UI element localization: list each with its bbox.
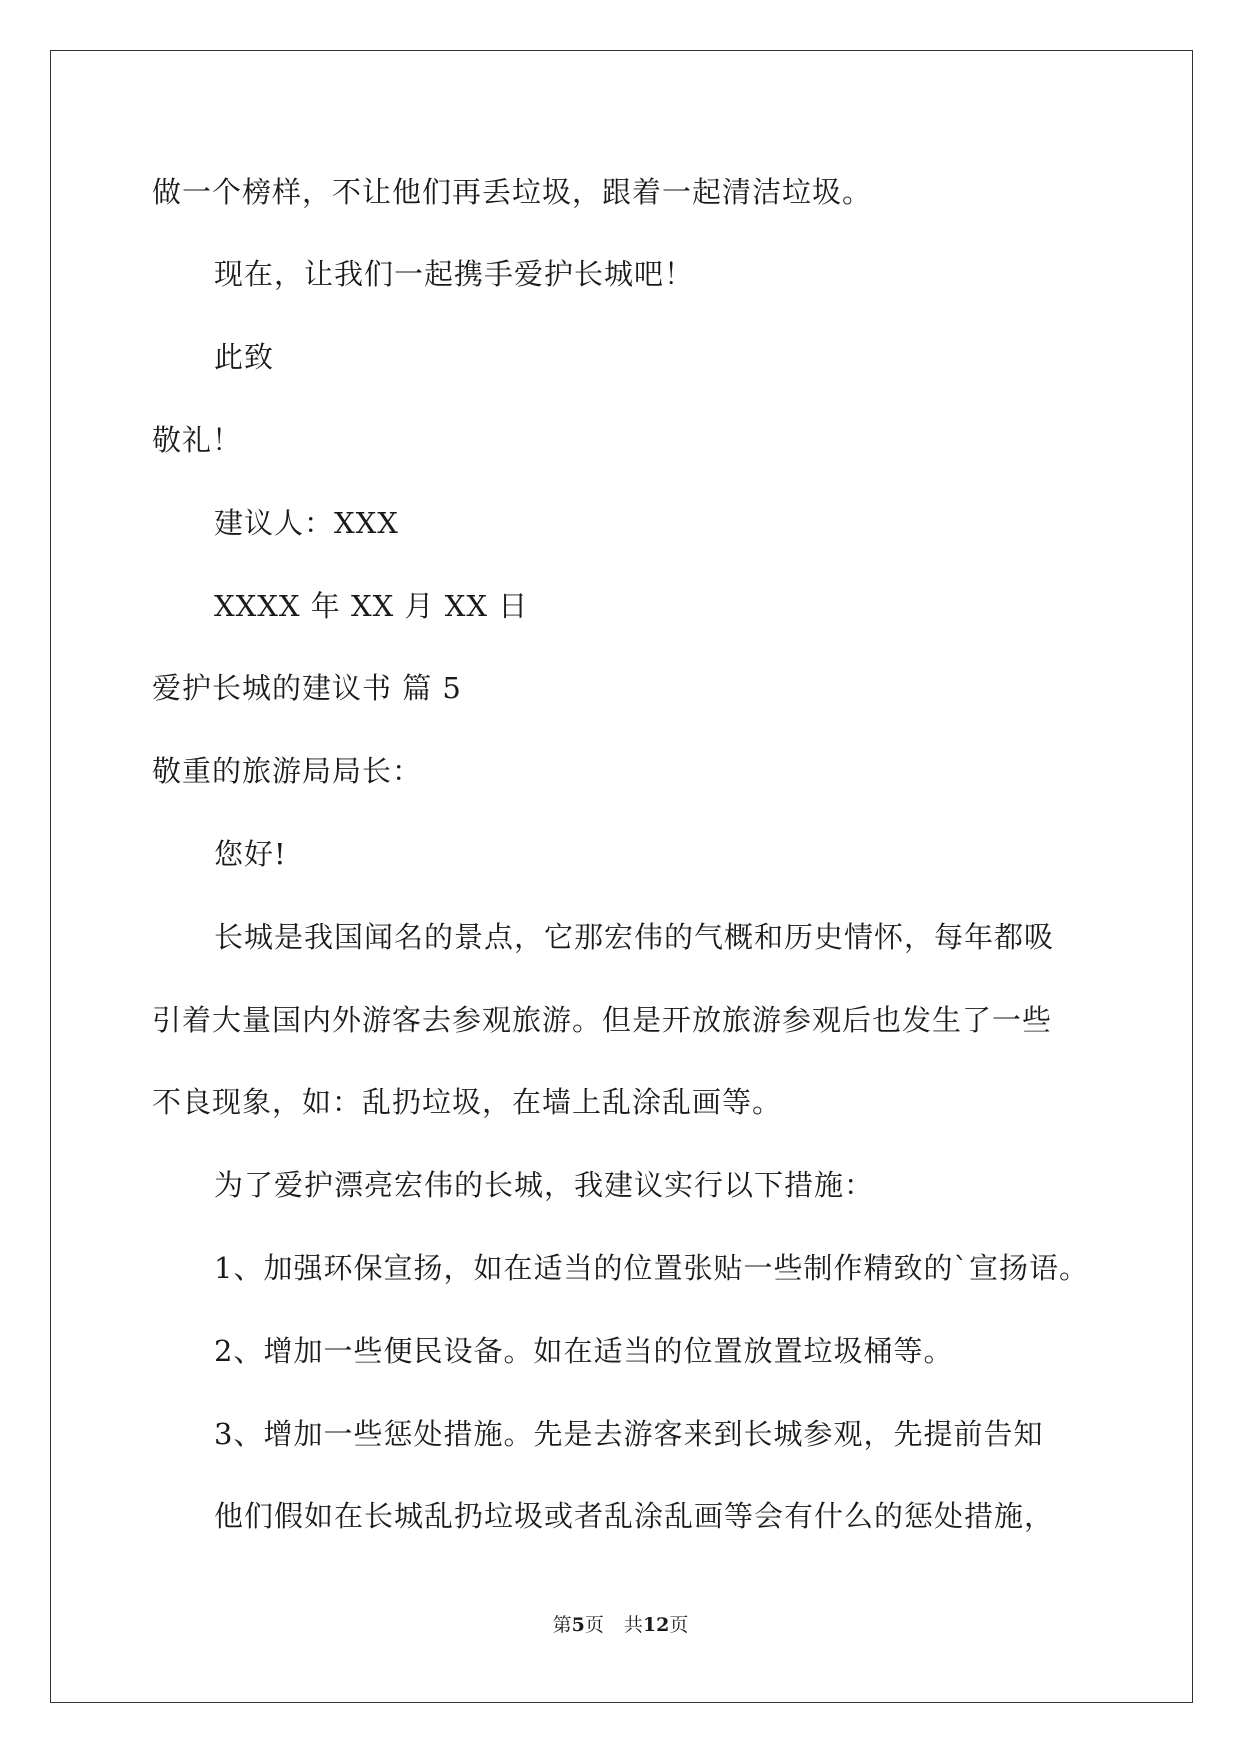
text-line: 建议人：XXX	[214, 506, 399, 540]
text-line: 2、增加一些便民设备。如在适当的位置放置垃圾桶等。	[214, 1334, 954, 1368]
text-line: 此致	[214, 340, 275, 374]
text-line: XXXX 年 XX 月 XX 日	[214, 589, 529, 623]
text-line: 敬礼！	[152, 423, 243, 457]
text-line: 引着大量国内外游客去参观旅游。但是开放旅游参观后也发生了一些	[152, 1003, 1053, 1037]
footer-total-pages: 12	[642, 1614, 670, 1636]
footer-page-suffix: 页	[584, 1614, 604, 1636]
text-line: 做一个榜样，不让他们再丢垃圾，跟着一起清洁垃圾。	[152, 175, 873, 209]
text-line: 您好!	[214, 837, 287, 871]
text-line: 1、加强环保宣扬，如在适当的位置张贴一些制作精致的`宣扬语。	[214, 1251, 1089, 1285]
text-line: 为了爱护漂亮宏伟的长城，我建议实行以下措施：	[214, 1168, 875, 1202]
text-line: 长城是我国闻名的景点，它那宏伟的气概和历史情怀，每年都吸	[214, 920, 1055, 954]
footer-page-number: 5	[571, 1614, 585, 1636]
footer-total-suffix: 页	[669, 1614, 689, 1636]
text-line: 现在，让我们一起携手爱护长城吧！	[214, 257, 695, 291]
footer-total-prefix: 共	[623, 1614, 643, 1636]
text-line: 不良现象，如：乱扔垃圾，在墙上乱涂乱画等。	[152, 1085, 783, 1119]
page-footer	[0, 1612, 1241, 1638]
text-line: 3、增加一些惩处措施。先是去游客来到长城参观，先提前告知	[214, 1417, 1044, 1451]
page-border	[50, 50, 1193, 1703]
section-title: 爱护长城的建议书 篇 5	[152, 671, 462, 705]
text-line: 他们假如在长城乱扔垃圾或者乱涂乱画等会有什么的惩处措施，	[214, 1499, 1055, 1533]
text-line: 敬重的旅游局局长：	[152, 754, 423, 788]
footer-page-prefix: 第	[552, 1614, 572, 1636]
